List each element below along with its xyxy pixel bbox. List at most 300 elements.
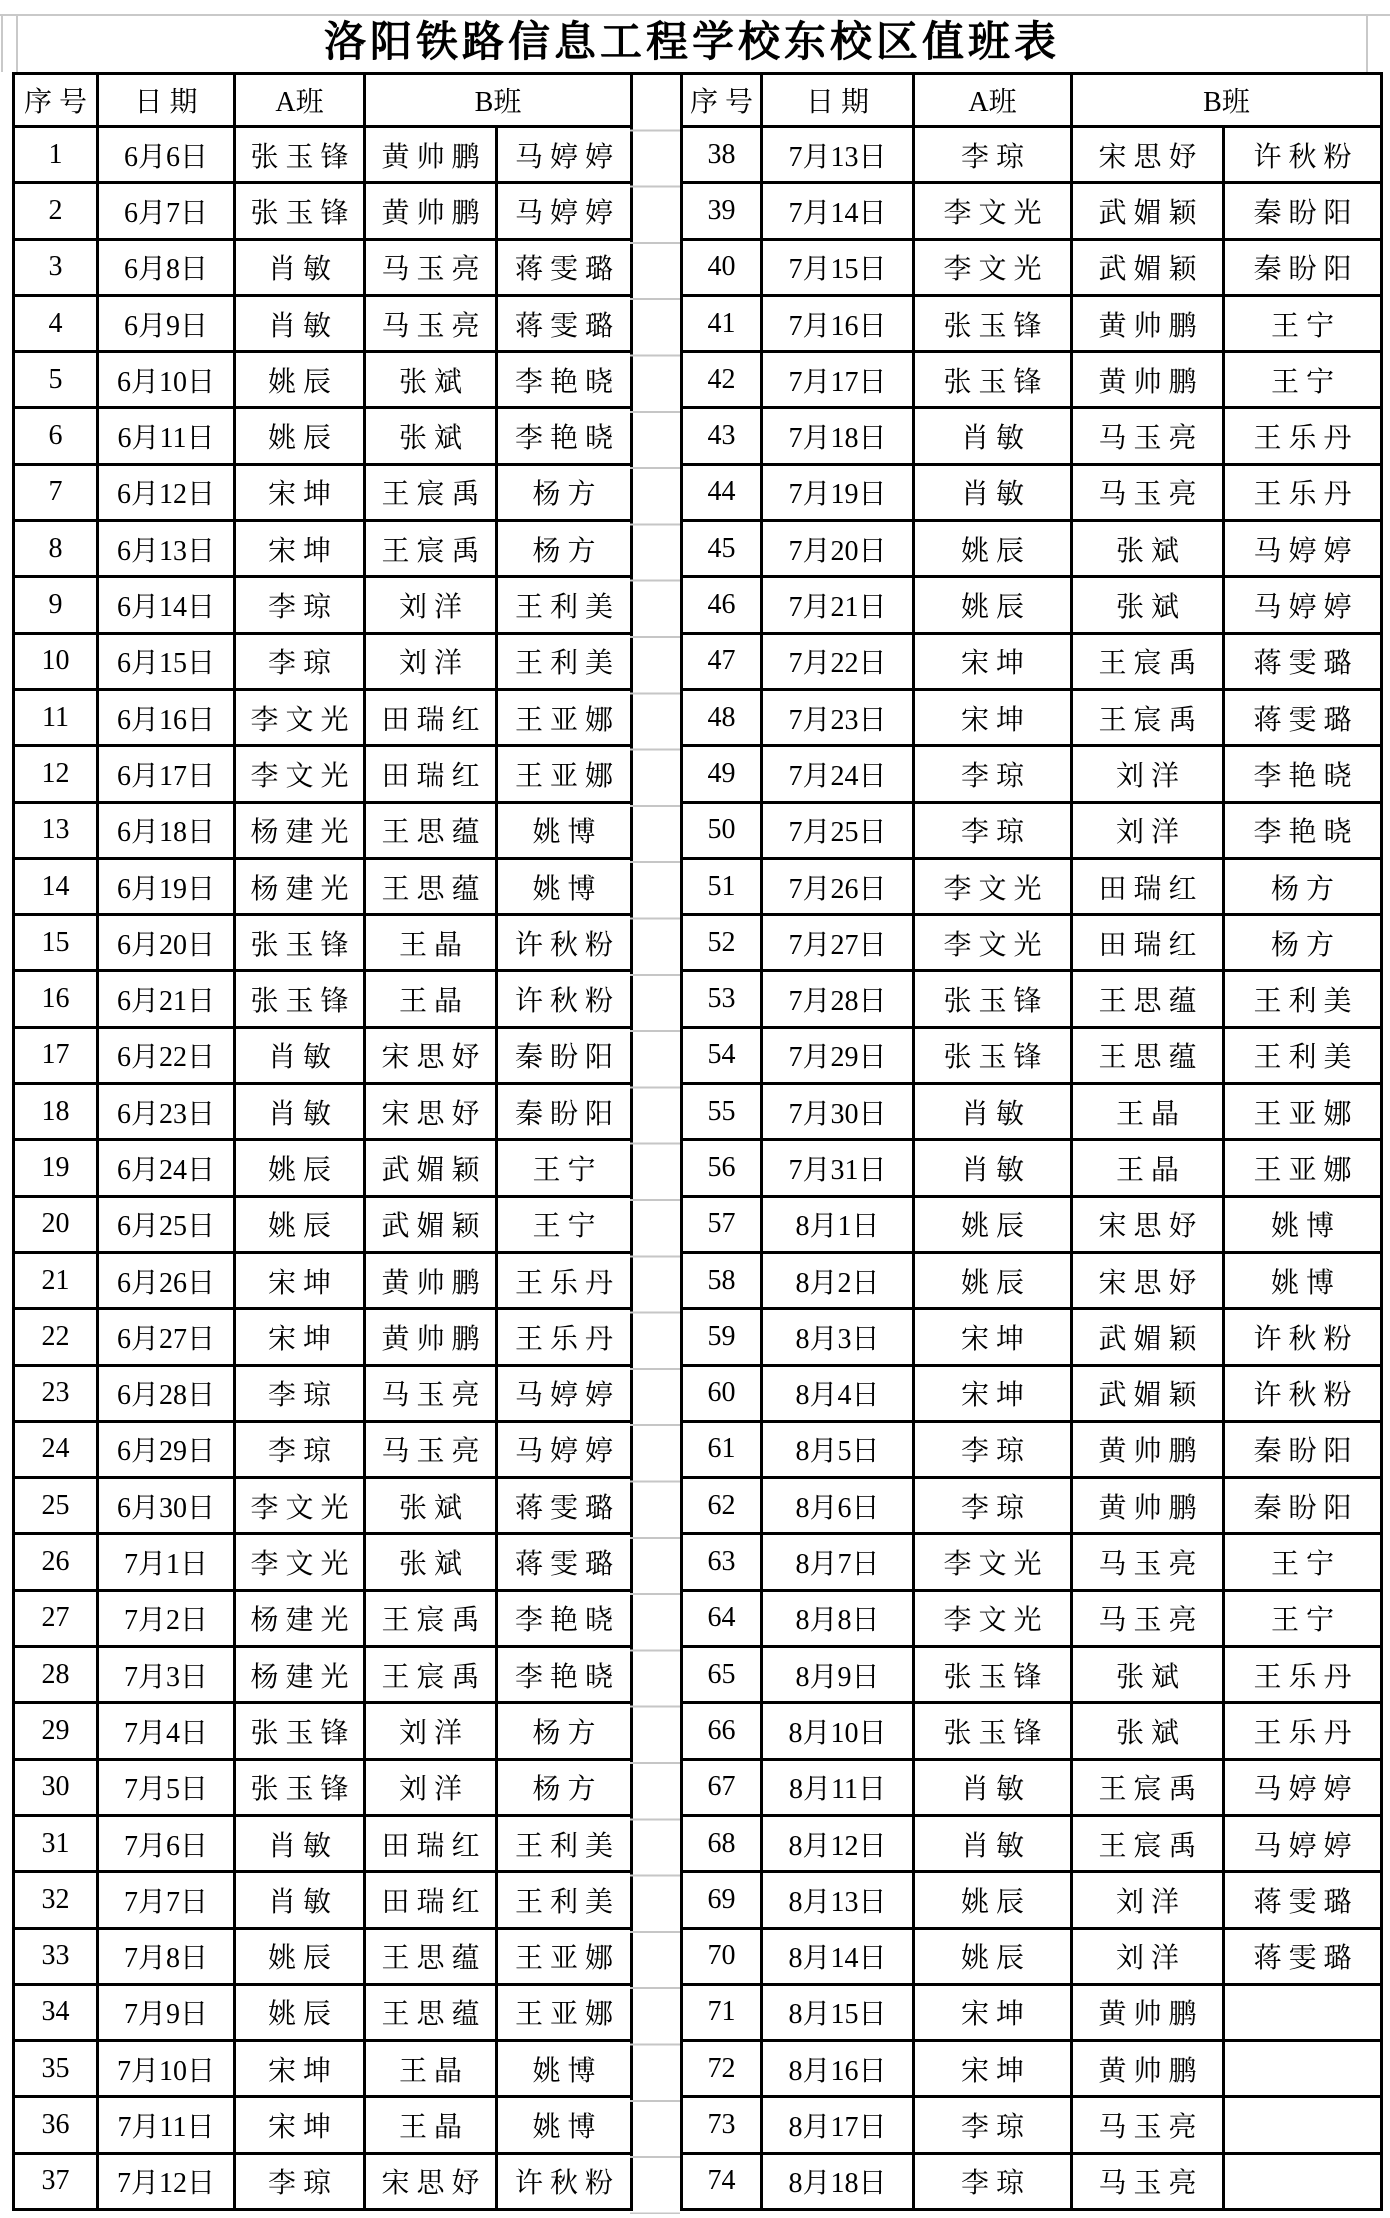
class-b-cell-2: 许 秋 粉 xyxy=(497,2153,632,2209)
seq-cell: 37 xyxy=(14,2153,98,2209)
class-b-cell-2: 马 婷 婷 xyxy=(497,1421,632,1477)
class-b-cell-2: 姚 博 xyxy=(497,858,632,914)
class-b-cell-2: 蒋 雯 璐 xyxy=(497,1478,632,1534)
seq-cell: 4 xyxy=(14,295,98,351)
class-a-cell: 姚 辰 xyxy=(235,1928,365,1984)
class-b-cell-2: 许 秋 粉 xyxy=(1224,1309,1382,1365)
date-cell: 7月27日 xyxy=(762,915,914,971)
table-row xyxy=(682,1421,1382,1477)
seq-cell: 60 xyxy=(682,1365,762,1421)
class-a-cell: 李 文 光 xyxy=(914,915,1072,971)
table-row xyxy=(682,1759,1382,1815)
class-a-cell: 宋 坤 xyxy=(914,689,1072,745)
seq-cell: 41 xyxy=(682,295,762,351)
seq-cell: 39 xyxy=(682,183,762,239)
class-b-cell-1: 张 斌 xyxy=(1072,577,1224,633)
date-cell: 6月19日 xyxy=(98,858,235,914)
class-a-cell: 李 文 光 xyxy=(914,1534,1072,1590)
class-b-cell-2: 王 亚 娜 xyxy=(497,746,632,802)
class-b-cell-1: 黄 帅 鹏 xyxy=(365,1252,497,1308)
class-b-cell-2: 王 利 美 xyxy=(497,633,632,689)
page-title: 洛阳铁路信息工程学校东校区值班表 xyxy=(16,14,1368,72)
class-b-cell-1: 田 瑞 红 xyxy=(365,689,497,745)
table-row xyxy=(682,1872,1382,1928)
seq-cell: 14 xyxy=(14,858,98,914)
class-b-cell-1: 黄 帅 鹏 xyxy=(365,127,497,183)
class-b-cell-1: 张 斌 xyxy=(365,408,497,464)
class-b-cell-2: 秦 盼 阳 xyxy=(1224,239,1382,295)
seq-cell: 61 xyxy=(682,1421,762,1477)
class-a-cell: 肖 敏 xyxy=(235,239,365,295)
class-a-cell: 张 玉 锋 xyxy=(235,971,365,1027)
table-row xyxy=(682,1478,1382,1534)
class-b-cell-2: 马 婷 婷 xyxy=(497,127,632,183)
seq-cell: 16 xyxy=(14,971,98,1027)
class-b-cell-1: 宋 思 妤 xyxy=(1072,1252,1224,1308)
date-cell: 7月19日 xyxy=(762,464,914,520)
date-cell: 8月12日 xyxy=(762,1815,914,1871)
class-b-cell-2: 姚 博 xyxy=(497,2097,632,2153)
seq-cell: 68 xyxy=(682,1815,762,1871)
date-cell: 7月4日 xyxy=(98,1703,235,1759)
table-row xyxy=(682,915,1382,971)
date-cell: 8月2日 xyxy=(762,1252,914,1308)
table-row xyxy=(682,1252,1382,1308)
class-b-cell-2: 王 亚 娜 xyxy=(497,689,632,745)
date-cell: 7月1日 xyxy=(98,1534,235,1590)
class-a-cell: 李 琼 xyxy=(235,1421,365,1477)
date-cell: 7月2日 xyxy=(98,1590,235,1646)
class-b-cell-1: 黄 帅 鹏 xyxy=(1072,1984,1224,2040)
seq-cell: 9 xyxy=(14,577,98,633)
seq-cell: 34 xyxy=(14,1984,98,2040)
class-b-cell-2: 秦 盼 阳 xyxy=(497,1027,632,1083)
header-row xyxy=(682,74,1382,127)
class-b-cell-2: 蒋 雯 璐 xyxy=(1224,633,1382,689)
class-a-cell: 肖 敏 xyxy=(914,1759,1072,1815)
date-cell: 7月23日 xyxy=(762,689,914,745)
seq-cell: 12 xyxy=(14,746,98,802)
header-seq: 序 号 xyxy=(14,74,98,127)
class-a-cell: 张 玉 锋 xyxy=(235,183,365,239)
date-cell: 8月15日 xyxy=(762,1984,914,2040)
seq-cell: 30 xyxy=(14,1759,98,1815)
class-b-cell-1: 田 瑞 红 xyxy=(365,1872,497,1928)
class-b-cell-2: 王 乐 丹 xyxy=(1224,1647,1382,1703)
seq-cell: 28 xyxy=(14,1647,98,1703)
table-row xyxy=(14,915,632,971)
class-a-cell: 张 玉 锋 xyxy=(914,1703,1072,1759)
table-row xyxy=(682,464,1382,520)
date-cell: 7月20日 xyxy=(762,521,914,577)
class-b-cell-2: 杨 方 xyxy=(1224,915,1382,971)
roster-body-right xyxy=(682,127,1382,2210)
class-a-cell: 肖 敏 xyxy=(914,1140,1072,1196)
class-a-cell: 宋 坤 xyxy=(235,2041,365,2097)
header-class-a: A班 xyxy=(914,74,1072,127)
class-b-cell-2: 马 婷 婷 xyxy=(1224,521,1382,577)
class-a-cell: 肖 敏 xyxy=(235,1084,365,1140)
class-b-cell-1: 马 玉 亮 xyxy=(365,1365,497,1421)
table-row xyxy=(682,295,1382,351)
seq-cell: 6 xyxy=(14,408,98,464)
date-cell: 6月30日 xyxy=(98,1478,235,1534)
table-row xyxy=(682,1196,1382,1252)
seq-cell: 23 xyxy=(14,1365,98,1421)
class-a-cell: 姚 辰 xyxy=(235,352,365,408)
table-row xyxy=(682,352,1382,408)
date-cell: 6月14日 xyxy=(98,577,235,633)
class-b-cell-2: 姚 博 xyxy=(497,2041,632,2097)
seq-cell: 73 xyxy=(682,2097,762,2153)
seq-cell: 74 xyxy=(682,2153,762,2209)
class-a-cell: 杨 建 光 xyxy=(235,1590,365,1646)
seq-cell: 42 xyxy=(682,352,762,408)
table-row xyxy=(14,1703,632,1759)
seq-cell: 38 xyxy=(682,127,762,183)
class-b-cell-1: 刘 洋 xyxy=(1072,802,1224,858)
class-b-cell-2: 蒋 雯 璐 xyxy=(1224,1928,1382,1984)
class-b-cell-1: 刘 洋 xyxy=(365,1703,497,1759)
seq-cell: 15 xyxy=(14,915,98,971)
seq-cell: 44 xyxy=(682,464,762,520)
table-row xyxy=(14,1928,632,1984)
class-b-cell-2: 王 宁 xyxy=(1224,1590,1382,1646)
date-cell: 8月4日 xyxy=(762,1365,914,1421)
seq-cell: 64 xyxy=(682,1590,762,1646)
class-b-cell-2: 杨 方 xyxy=(497,1759,632,1815)
class-a-cell: 肖 敏 xyxy=(914,1084,1072,1140)
date-cell: 7月12日 xyxy=(98,2153,235,2209)
seq-cell: 29 xyxy=(14,1703,98,1759)
class-a-cell: 宋 坤 xyxy=(235,1309,365,1365)
class-a-cell: 张 玉 锋 xyxy=(235,915,365,971)
class-b-cell-2: 蒋 雯 璐 xyxy=(1224,1872,1382,1928)
date-cell: 8月11日 xyxy=(762,1759,914,1815)
class-a-cell: 姚 辰 xyxy=(235,1984,365,2040)
class-b-cell-1: 武 媚 颖 xyxy=(1072,183,1224,239)
seq-cell: 57 xyxy=(682,1196,762,1252)
class-b-cell-1: 马 玉 亮 xyxy=(365,1421,497,1477)
table-row xyxy=(14,1140,632,1196)
date-cell: 8月14日 xyxy=(762,1928,914,1984)
table-row xyxy=(682,2041,1382,2097)
class-a-cell: 姚 辰 xyxy=(914,521,1072,577)
table-row xyxy=(682,971,1382,1027)
class-b-cell-2: 蒋 雯 璐 xyxy=(497,295,632,351)
class-b-cell-2: 王 宁 xyxy=(497,1140,632,1196)
seq-cell: 49 xyxy=(682,746,762,802)
class-b-cell-2: 许 秋 粉 xyxy=(1224,1365,1382,1421)
class-a-cell: 宋 坤 xyxy=(914,1984,1072,2040)
class-b-cell-2: 秦 盼 阳 xyxy=(1224,183,1382,239)
class-b-cell-1: 王 宸 禹 xyxy=(365,521,497,577)
seq-cell: 56 xyxy=(682,1140,762,1196)
class-b-cell-1: 王 晶 xyxy=(365,971,497,1027)
class-a-cell: 姚 辰 xyxy=(235,1196,365,1252)
class-b-cell-1: 王 晶 xyxy=(1072,1084,1224,1140)
table-row xyxy=(682,1590,1382,1646)
table-row xyxy=(14,633,632,689)
seq-cell: 17 xyxy=(14,1027,98,1083)
date-cell: 6月29日 xyxy=(98,1421,235,1477)
class-b-cell-1: 王 思 蕴 xyxy=(1072,971,1224,1027)
class-b-cell-2: 王 乐 丹 xyxy=(1224,408,1382,464)
class-b-cell-2: 许 秋 粉 xyxy=(1224,127,1382,183)
date-cell: 6月27日 xyxy=(98,1309,235,1365)
roster-header-left xyxy=(14,74,632,127)
seq-cell: 59 xyxy=(682,1309,762,1365)
class-b-cell-2: 马 婷 婷 xyxy=(1224,577,1382,633)
class-b-cell-1: 马 玉 亮 xyxy=(1072,408,1224,464)
class-b-cell-2: 姚 博 xyxy=(1224,1252,1382,1308)
table-row xyxy=(14,1196,632,1252)
date-cell: 6月26日 xyxy=(98,1252,235,1308)
header-class-b: B班 xyxy=(1072,74,1382,127)
table-row xyxy=(14,1984,632,2040)
class-b-cell-1: 张 斌 xyxy=(1072,521,1224,577)
seq-cell: 72 xyxy=(682,2041,762,2097)
class-b-cell-1: 武 媚 颖 xyxy=(1072,1365,1224,1421)
class-b-cell-2: 姚 博 xyxy=(1224,1196,1382,1252)
class-a-cell: 宋 坤 xyxy=(235,464,365,520)
table-row xyxy=(682,1027,1382,1083)
date-cell: 8月18日 xyxy=(762,2153,914,2209)
class-a-cell: 李 文 光 xyxy=(914,239,1072,295)
date-cell: 7月15日 xyxy=(762,239,914,295)
class-a-cell: 李 琼 xyxy=(914,746,1072,802)
class-b-cell-1: 宋 思 妤 xyxy=(1072,1196,1224,1252)
date-cell: 6月22日 xyxy=(98,1027,235,1083)
table-row xyxy=(14,1647,632,1703)
table-row xyxy=(682,1309,1382,1365)
table-row xyxy=(14,521,632,577)
class-b-cell-2: 马 婷 婷 xyxy=(1224,1759,1382,1815)
date-cell: 7月16日 xyxy=(762,295,914,351)
table-row xyxy=(14,1309,632,1365)
class-b-cell-2 xyxy=(1224,2097,1382,2153)
class-b-cell-2: 李 艳 晓 xyxy=(1224,802,1382,858)
table-row xyxy=(682,1984,1382,2040)
seq-cell: 53 xyxy=(682,971,762,1027)
class-b-cell-1: 黄 帅 鹏 xyxy=(365,183,497,239)
table-row xyxy=(682,689,1382,745)
class-b-cell-2 xyxy=(1224,2041,1382,2097)
class-a-cell: 肖 敏 xyxy=(235,295,365,351)
date-cell: 6月12日 xyxy=(98,464,235,520)
date-cell: 6月9日 xyxy=(98,295,235,351)
class-b-cell-1: 武 媚 颖 xyxy=(365,1196,497,1252)
class-a-cell: 李 文 光 xyxy=(914,1590,1072,1646)
class-a-cell: 肖 敏 xyxy=(914,408,1072,464)
seq-cell: 35 xyxy=(14,2041,98,2097)
date-cell: 7月22日 xyxy=(762,633,914,689)
table-row xyxy=(14,408,632,464)
class-a-cell: 张 玉 锋 xyxy=(914,1027,1072,1083)
class-a-cell: 宋 坤 xyxy=(914,633,1072,689)
class-a-cell: 李 文 光 xyxy=(235,689,365,745)
date-cell: 6月20日 xyxy=(98,915,235,971)
date-cell: 6月8日 xyxy=(98,239,235,295)
class-b-cell-2: 王 利 美 xyxy=(497,1815,632,1871)
header-row xyxy=(14,74,632,127)
class-a-cell: 李 琼 xyxy=(235,577,365,633)
table-row xyxy=(14,183,632,239)
class-b-cell-1: 王 晶 xyxy=(365,915,497,971)
class-b-cell-1: 黄 帅 鹏 xyxy=(365,1309,497,1365)
date-cell: 7月13日 xyxy=(762,127,914,183)
class-b-cell-2: 许 秋 粉 xyxy=(497,971,632,1027)
date-cell: 6月15日 xyxy=(98,633,235,689)
class-a-cell: 姚 辰 xyxy=(235,408,365,464)
date-cell: 8月17日 xyxy=(762,2097,914,2153)
seq-cell: 63 xyxy=(682,1534,762,1590)
class-b-cell-1: 黄 帅 鹏 xyxy=(1072,1478,1224,1534)
class-a-cell: 李 琼 xyxy=(235,1365,365,1421)
header-date: 日 期 xyxy=(98,74,235,127)
date-cell: 7月25日 xyxy=(762,802,914,858)
class-b-cell-2: 蒋 雯 璐 xyxy=(497,1534,632,1590)
class-b-cell-1: 田 瑞 红 xyxy=(1072,915,1224,971)
table-row xyxy=(682,408,1382,464)
date-cell: 8月10日 xyxy=(762,1703,914,1759)
class-b-cell-1: 刘 洋 xyxy=(1072,746,1224,802)
seq-cell: 8 xyxy=(14,521,98,577)
class-b-cell-2: 秦 盼 阳 xyxy=(497,1084,632,1140)
table-row xyxy=(682,2097,1382,2153)
class-a-cell: 李 文 光 xyxy=(235,1478,365,1534)
seq-cell: 65 xyxy=(682,1647,762,1703)
class-b-cell-2: 王 利 美 xyxy=(497,577,632,633)
date-cell: 7月14日 xyxy=(762,183,914,239)
seq-cell: 25 xyxy=(14,1478,98,1534)
class-a-cell: 肖 敏 xyxy=(235,1815,365,1871)
class-b-cell-2: 王 利 美 xyxy=(1224,1027,1382,1083)
class-a-cell: 李 琼 xyxy=(914,802,1072,858)
class-b-cell-1: 黄 帅 鹏 xyxy=(1072,352,1224,408)
seq-cell: 21 xyxy=(14,1252,98,1308)
class-a-cell: 杨 建 光 xyxy=(235,858,365,914)
seq-cell: 67 xyxy=(682,1759,762,1815)
table-row xyxy=(682,802,1382,858)
table-row xyxy=(14,464,632,520)
class-b-cell-1: 刘 洋 xyxy=(365,633,497,689)
table-row xyxy=(682,1815,1382,1871)
class-b-cell-2: 王 乐 丹 xyxy=(1224,464,1382,520)
table-row xyxy=(14,858,632,914)
class-b-cell-2: 王 宁 xyxy=(1224,295,1382,351)
class-a-cell: 姚 辰 xyxy=(235,1140,365,1196)
class-b-cell-1: 宋 思 妤 xyxy=(365,1084,497,1140)
class-b-cell-2: 秦 盼 阳 xyxy=(1224,1421,1382,1477)
table-row xyxy=(14,2153,632,2209)
seq-cell: 54 xyxy=(682,1027,762,1083)
class-a-cell: 杨 建 光 xyxy=(235,802,365,858)
class-a-cell: 姚 辰 xyxy=(914,1196,1072,1252)
table-row xyxy=(14,352,632,408)
gridline-left-edge xyxy=(1,14,3,72)
seq-cell: 40 xyxy=(682,239,762,295)
table-row xyxy=(14,1478,632,1534)
table-row xyxy=(682,1365,1382,1421)
date-cell: 7月8日 xyxy=(98,1928,235,1984)
seq-cell: 46 xyxy=(682,577,762,633)
header-date: 日 期 xyxy=(762,74,914,127)
seq-cell: 24 xyxy=(14,1421,98,1477)
class-b-cell-1: 马 玉 亮 xyxy=(365,295,497,351)
class-a-cell: 肖 敏 xyxy=(914,1815,1072,1871)
class-b-cell-1: 马 玉 亮 xyxy=(1072,464,1224,520)
class-b-cell-1: 刘 洋 xyxy=(1072,1872,1224,1928)
seq-cell: 10 xyxy=(14,633,98,689)
class-a-cell: 李 琼 xyxy=(914,1478,1072,1534)
date-cell: 7月6日 xyxy=(98,1815,235,1871)
seq-cell: 27 xyxy=(14,1590,98,1646)
class-b-cell-1: 黄 帅 鹏 xyxy=(1072,295,1224,351)
table-row xyxy=(14,239,632,295)
seq-cell: 47 xyxy=(682,633,762,689)
class-b-cell-1: 张 斌 xyxy=(1072,1647,1224,1703)
seq-cell: 1 xyxy=(14,127,98,183)
class-a-cell: 李 琼 xyxy=(914,2097,1072,2153)
class-b-cell-2: 李 艳 晓 xyxy=(497,352,632,408)
class-a-cell: 肖 敏 xyxy=(235,1027,365,1083)
class-a-cell: 姚 辰 xyxy=(914,1928,1072,1984)
class-b-cell-2: 秦 盼 阳 xyxy=(1224,1478,1382,1534)
date-cell: 6月13日 xyxy=(98,521,235,577)
class-b-cell-1: 王 宸 禹 xyxy=(365,1647,497,1703)
class-b-cell-1: 田 瑞 红 xyxy=(365,1815,497,1871)
class-b-cell-1: 王 思 蕴 xyxy=(365,1984,497,2040)
seq-cell: 33 xyxy=(14,1928,98,1984)
class-a-cell: 李 琼 xyxy=(914,127,1072,183)
date-cell: 8月13日 xyxy=(762,1872,914,1928)
class-a-cell: 姚 辰 xyxy=(914,1872,1072,1928)
table-row xyxy=(14,689,632,745)
date-cell: 7月3日 xyxy=(98,1647,235,1703)
class-b-cell-1: 马 玉 亮 xyxy=(1072,1534,1224,1590)
class-b-cell-1: 王 思 蕴 xyxy=(365,802,497,858)
seq-cell: 70 xyxy=(682,1928,762,1984)
class-a-cell: 李 文 光 xyxy=(914,183,1072,239)
date-cell: 6月18日 xyxy=(98,802,235,858)
class-b-cell-1: 马 玉 亮 xyxy=(1072,2097,1224,2153)
class-b-cell-1: 张 斌 xyxy=(365,1478,497,1534)
table-row xyxy=(682,1140,1382,1196)
column-gap xyxy=(630,72,680,2214)
seq-cell: 45 xyxy=(682,521,762,577)
class-b-cell-2: 王 宁 xyxy=(1224,1534,1382,1590)
date-cell: 7月26日 xyxy=(762,858,914,914)
table-row xyxy=(14,1872,632,1928)
class-b-cell-2: 马 婷 婷 xyxy=(497,183,632,239)
class-b-cell-1: 刘 洋 xyxy=(365,577,497,633)
class-b-cell-2: 李 艳 晓 xyxy=(497,1647,632,1703)
table-row xyxy=(682,239,1382,295)
table-row xyxy=(14,577,632,633)
seq-cell: 2 xyxy=(14,183,98,239)
class-b-cell-1: 马 玉 亮 xyxy=(1072,2153,1224,2209)
class-b-cell-2: 王 亚 娜 xyxy=(497,1984,632,2040)
class-b-cell-2: 蒋 雯 璐 xyxy=(497,239,632,295)
date-cell: 6月6日 xyxy=(98,127,235,183)
table-row xyxy=(682,577,1382,633)
class-a-cell: 张 玉 锋 xyxy=(914,1647,1072,1703)
class-b-cell-1: 王 宸 禹 xyxy=(1072,1815,1224,1871)
class-b-cell-1: 张 斌 xyxy=(1072,1703,1224,1759)
seq-cell: 52 xyxy=(682,915,762,971)
seq-cell: 18 xyxy=(14,1084,98,1140)
